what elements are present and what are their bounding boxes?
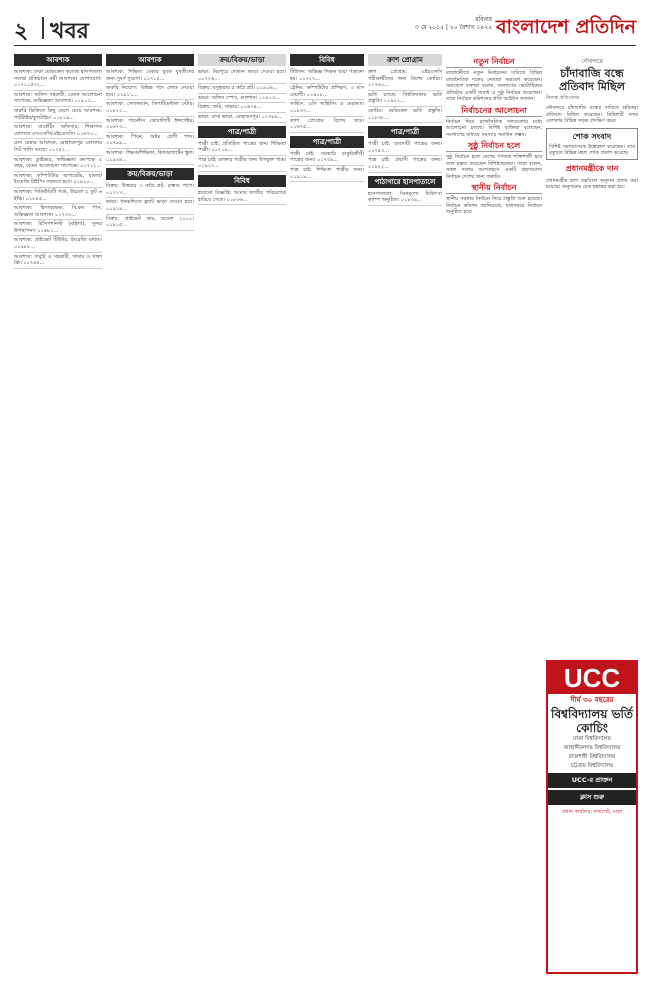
classified-ad: আবশ্যক: প্রাইভেট টিউটর, ইংরেজি মাধ্যম। ০১৯৮৮... [14, 237, 102, 252]
classified-ad: আবশ্যক: ড্রাইভার, অভিজ্ঞতা কমপক্ষে ৫ বছর, বেতন আলোচনা সাপেক্ষে। ০১৭১২... [14, 157, 102, 172]
obituary-head: শোক সংবাদ [572, 131, 612, 141]
classified-ad: পাত্রী চাই: প্রতিষ্ঠিত পাত্রের জন্য শিক্ষিতা পাত্রী। ০১৭১৯... [198, 141, 286, 156]
column-5-head: ক্রাশ প্রোগ্রাম [368, 54, 442, 66]
classified-ad: জরুরি ভিত্তিতে কিছু ছেলে মেয়ে আবশ্যক, পার্টটাইম/ফুলটাইম। ০১৮১৯... [14, 108, 102, 123]
news-title: নতুন নির্বাচন [446, 57, 542, 68]
classified-ad: সার্ভিস: এসি সার্ভিসিং ও মেরামত। ০১৮৩৭... [290, 101, 364, 116]
classified-ad: পাত্র চাই: ডাক্তার পাত্রীর জন্য উপযুক্ত পাত্র। ০১৯১৭... [198, 157, 286, 172]
news-body: রাজধানীতে নতুন নির্বাচনের দাবিতে বিভিন্ন রাজনৈতিক দলের নেতারা সমাবেশ করেছেন। সমাবেশে বক্তারা বলেন, জনগণের ভোটাধিকার প্রতিষ্ঠায় একটি অবাধ ও সুষ্ঠু নির্বাচন প্রয়োজন। তারা নির্বাচন কমিশনের প্রতি আহ্বান জানান। [446, 70, 542, 102]
donation-body: প্রধানমন্ত্রীর ত্রাণ তহবিলে অনুদান প্রদান করা হয়েছে। অনুদানের চেক হস্তান্তর করা হয়। [546, 177, 638, 190]
classified-ad: আবশ্যক: মার্কেটিং অফিসার, শিক্ষাগত যোগ্যতা এসএসসি/এইচএসসি। ০১৬৭০... [14, 124, 102, 139]
col5-sub-head-2: পাঠাগারে হাসপাতালে [368, 176, 442, 188]
news-body: নির্বাচন নিয়ে রাজনৈতিক দলগুলোর মধ্যে আলোচনা চলছে। বিশিষ্ট ব্যক্তিরা বলেছেন, সংলাপের মাধ্যমে সমস্যার সমাধান সম্ভব। [446, 118, 542, 138]
classified-ad: আবশ্যক: সিকিউরিটি গার্ড, উচ্চতা ৫ ফুট ৬ ইঞ্চি। ০১৮৪৫... [14, 189, 102, 204]
classified-ad: আবশ্যক: শিক্ষক/শিক্ষিকা, কিন্ডারগার্টেন স্কুল। ০১৯৩৪... [106, 150, 194, 165]
col4-sub-head: পাত্র/পাত্রী [290, 136, 364, 148]
masthead-separator [42, 17, 44, 39]
col5-sub-head: পাত্র/পাত্রী [368, 126, 442, 138]
news-title: স্থানীয় নির্বাচন [446, 183, 542, 194]
column-1-head: আবশ্যক [14, 54, 102, 66]
classified-ad: বিক্রয়: উত্তরায় ৩ কাঠা প্লট, রাস্তার পাশে। ০১৭১৭... [106, 183, 194, 198]
ucc-line: চট্টগ্রাম বিশ্ববিদ্যালয় [570, 763, 614, 769]
classified-ad: আবশ্যক: সেলসম্যান, ডিপার্টমেন্টাল স্টোর। ০১৮২২... [106, 101, 194, 116]
classified-ad: ভাড়া: বাসা ভাড়া, মোহাম্মদপুর। ০১৭৮৮... [198, 114, 286, 123]
classified-ad: আবশ্যক: গার্মেন্টস কোয়ালিটি ইন্সপেক্টর। ০১৬৭৩... [106, 118, 194, 133]
story-kicker: নৌবন্দরে [581, 58, 603, 65]
classified-ad: বিক্রয়: প্রাইভেট কার, মডেল ২০১০। ০১৮১৫... [106, 216, 194, 231]
paper-name: বাংলাদেশ প্রতিদিন [495, 16, 636, 38]
classified-ad: হাসপাতালে: বিনামূল্যে চিকিৎসা ক্যাম্প অনুষ্ঠিত। ০১৮৩৯... [368, 191, 442, 206]
classified-ad: বিক্রয়: জমি, সাভার। ০১৬৭৪... [198, 104, 286, 113]
page-number: ২ [14, 18, 29, 44]
column-4-head: বিবিধ [290, 54, 364, 66]
classified-ad: মেস মেম্বার আবশ্যক, মোহাম্মদপুর এলাকায় সিট খালি আছে। ০১৭৫২... [14, 140, 102, 155]
story-byline: নিজস্ব প্রতিবেদক [546, 95, 580, 101]
classified-ad: হারানো বিজ্ঞপ্তি: আমার জাতীয় পরিচয়পত্র হারিয়ে গেছে। ০১৮৩৬... [198, 190, 286, 205]
ucc-advertisement [546, 660, 638, 974]
classified-ad: কোচিং: মেডিকেল ভর্তি প্রস্তুতি। ০১৮৩৮... [368, 108, 442, 123]
classified-ad: ভর্তি চলছে: বিশ্ববিদ্যালয় ভর্তি প্রস্তুতি। ০১৯২১... [368, 92, 442, 107]
ucc-band: ক্লাস শুরু [548, 790, 636, 805]
classified-ad: আবশ্যক: কম্পিউটার অপারেটর, বাংলা/ইংরেজি টাইপিং জানতে হবে। ০১৯২০... [14, 173, 102, 188]
ucc-line: ঢাকা বিশ্ববিদ্যালয় [573, 736, 611, 742]
classified-ad: আবশ্যক: হিসাবরক্ষক, বি.কম পাস, অভিজ্ঞতা আবশ্যক। ০১৭৩৩... [14, 205, 102, 220]
news-title: সুষ্ঠু নির্বাচন হলে [446, 141, 542, 152]
story-headline: চাঁদাবাজি বন্ধে প্রতিবাদ মিছিল [559, 67, 625, 93]
masthead [14, 14, 636, 46]
ucc-band: UCC-র প্রাক্তন [548, 773, 636, 788]
story-body: নৌবন্দরে চাঁদাবাজি বন্ধের দাবিতে শ্রমিকরা প্রতিবাদ মিছিল করেছেন। মিছিলটি বন্দর এলাকার বিভিন্ন সড়ক প্রদক্ষিণ করে। [546, 105, 638, 124]
ucc-logo: UCC [548, 662, 636, 694]
ucc-footer: প্রধান কার্যালয়: ফার্মগেট, ঢাকা [561, 809, 623, 815]
col3-sub-head-2: বিবিধ [198, 175, 286, 187]
classified-ad: আবশ্যক: বাবুর্চি ও সহকারী, খাবার ও থাকা ফ্রি। ০১৭৪৪... [14, 254, 102, 269]
day: রবিবার [475, 16, 492, 23]
donation-head: প্রধানমন্ত্রীকে দান [565, 163, 619, 173]
classified-ad: ক্রাশ প্রোগ্রাম: এইচএসসি পরীক্ষার্থীদের জন্য বিশেষ কোচিং। ০১৭৪০... [368, 69, 442, 91]
column-5 [368, 54, 442, 207]
classified-ad: ট্রেনিং: কম্পিউটার প্রশিক্ষণ, ৩ মাস মেয়াদী। ০১৯১৮... [290, 85, 364, 100]
classified-ad: বিক্রয়: বসুন্ধরায় ৫ কাঠা প্লট। ০১৯১৬... [198, 85, 286, 94]
obituary-box [546, 128, 638, 160]
column-2-head: আবশ্যক [106, 54, 194, 66]
classified-ad: আবশ্যক: রিসিপশনিস্ট (মহিলা), সুন্দর উপস্থাপনা। ০১৬৮১... [14, 221, 102, 236]
right-column [546, 54, 638, 191]
classified-ad: পাত্র চাই: প্রবাসী পাত্রের জন্য। ০১৯২২... [368, 157, 442, 172]
ucc-headline: বিশ্ববিদ্যালয় ভর্তি কোচিং [551, 707, 633, 735]
ucc-line: জাহাঙ্গীরনগর বিশ্ববিদ্যালয় [563, 745, 621, 751]
column-4 [290, 54, 364, 183]
classified-ad: পাত্র চাই: শিক্ষিকা পাত্রীর জন্য। ০১৯১৯... [290, 167, 364, 182]
news-body: সুষ্ঠু নির্বাচন হলে দেশের গণতন্ত্র শক্তিশালী হবে বলে মন্তব্য করেছেন বিশিষ্টজনেরা। তারা বলেন, সকল দলের অংশগ্রহণে একটি গ্রহণযোগ্য নির্বাচন দেশের জন্য জরুরি। [446, 154, 542, 180]
ucc-years: দীর্ঘ ৩০ বছরের [570, 696, 614, 704]
news-body: স্থানীয় সরকার নির্বাচন নিয়ে প্রস্তুতি শুরু হয়েছে। নির্বাচন কমিশন জানিয়েছে, যথাসময়ে নির্বাচন অনুষ্ঠিত হবে। [446, 196, 542, 215]
classified-ad: আবশ্যক: অফিস সহকারী, বেতন আলোচনা সাপেক্ষে, অভিজ্ঞতা আবশ্যক। ০১৯১৩... [14, 92, 102, 107]
classified-ad: আবশ্যক: ঢাকা মেডিকেল কলেজ হাসপাতাল সংলগ্ন প্রতিষ্ঠানে কর্মী আবশ্যক। যোগাযোগ: ০১৭১১৫৩২... [14, 69, 102, 91]
date: ৩ মে ২০১৫ | ২০ বৈশাখ ১৪২২ [414, 24, 492, 31]
news-title: নির্বাচনের আলোচনা [446, 106, 542, 117]
classified-ad: আবশ্যক: পিয়ন, অষ্টম শ্রেণী পাস। ০১৭৯৯... [106, 134, 194, 149]
classified-ad: পাত্রী চাই: ব্যবসায়ী পাত্রের জন্য। ০১৭৫৩... [368, 141, 442, 156]
classified-ad: ভাড়া: মিরপুরে দোকান ভাড়া দেওয়া হবে। ০১৭২৬... [198, 69, 286, 84]
ucc-line: রাজশাহী বিশ্ববিদ্যালয় [568, 754, 616, 760]
section-title: খবর [50, 18, 89, 44]
classified-ad: জরুরি নিয়োগ: বিভিন্ন পদে লোক নেওয়া হবে। ০১৯১১... [106, 85, 194, 100]
column-3-head: ক্রয়/বিক্রয়/ভাড়া [198, 54, 286, 66]
col2-sub-head: ক্রয়/বিক্রয়/ভাড়া [106, 168, 194, 180]
classified-ad: টিউশন: অভিজ্ঞ শিক্ষক দ্বারা পড়ানো হয়। ০১৭২৭... [290, 69, 364, 84]
date-block [402, 16, 492, 32]
classified-ad: ভাড়া: অফিস স্পেস, গুলশান। ০১৮১৩... [198, 95, 286, 104]
column-2 [106, 54, 194, 232]
classified-ad: পাত্রী চাই: সরকারি চাকুরিজীবী পাত্রের জন্য। ০১৭৩৯... [290, 151, 364, 166]
obituary-body: বিশিষ্ট সমাজসেবক ইন্তেকাল করেছেন। তার মৃত্যুতে বিভিন্ন মহল শোক প্রকাশ করেছে। [549, 143, 635, 156]
col3-sub-head: পাত্র/পাত্রী [198, 126, 286, 138]
classified-ad: ভাড়া: ধানমন্ডিতে ফ্ল্যাট ভাড়া দেওয়া হবে। ০১৯১৪... [106, 199, 194, 214]
news-column [446, 54, 542, 216]
column-3 [198, 54, 286, 206]
col1-ads [14, 69, 102, 969]
column-1 [14, 54, 102, 969]
classified-ad: ক্যাশ প্রোগ্রাম: বিশেষ ছাড়। ০১৬৭৫... [290, 118, 364, 133]
classified-ad: আবশ্যক: শিক্ষিত বেকার যুবক যুবতীদের জন্য সুবর্ণ সুযোগ। ০১৭১৫... [106, 69, 194, 84]
